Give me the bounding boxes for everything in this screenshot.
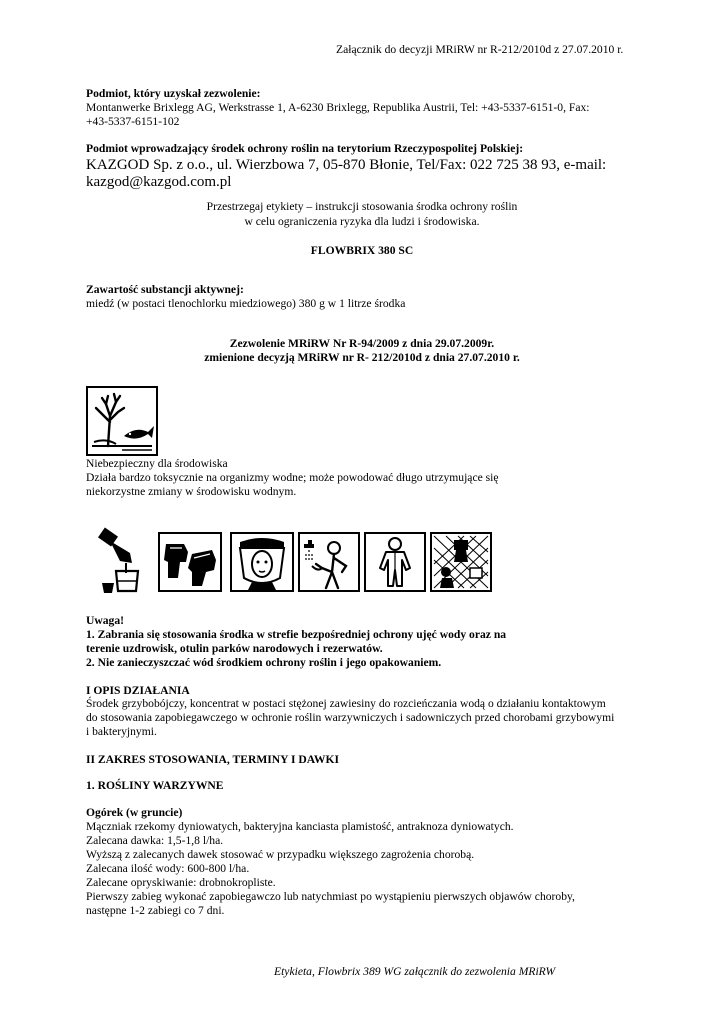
crop-line3: Wyższą z zalecanych dawek stosować w przypadku większego zagrożenia chorobą.: [86, 848, 475, 861]
holder-heading: Podmiot, który uzyskał zezwolenie:: [86, 87, 261, 100]
permit-line1: Zezwolenie MRiRW Nr R-94/2009 z dnia 29.07.2009r.: [229, 337, 495, 350]
face-shield-icon: [230, 532, 294, 592]
holder-fax: +43-5337-6151-102: [86, 115, 180, 128]
hazard-text-line2: niekorzystne zmiany w środowisku wodnym.: [86, 485, 297, 498]
active-substance-text: miedź (w postaci tlenochlorku miedziowego) 380 g w 1 litrze środka: [86, 297, 406, 310]
section2-subheading: 1. ROŚLINY WARZYWNE: [86, 779, 224, 792]
product-name: FLOWBRIX 380 SC: [310, 244, 414, 257]
pour-measure-icon: [96, 527, 150, 593]
label-warning-line1: Przestrzegaj etykiety – instrukcji stosowania środka ochrony roślin: [206, 200, 518, 213]
section1-heading: I OPIS DZIAŁANIA: [86, 684, 190, 697]
caution-line3: 2. Nie zanieczyszczać wód środkiem ochrony roślin i jego opakowaniem.: [86, 656, 442, 669]
hazard-label: Niebezpieczny dla środowiska: [86, 457, 228, 470]
importer-heading: Podmiot wprowadzający środek ochrony roślin na terytorium Rzeczypospolitej Polskiej:: [86, 142, 524, 155]
crop-line4: Zalecana ilość wody: 600-800 l/ha.: [86, 862, 250, 875]
crop-line5: Zalecane opryskiwanie: drobnokropliste.: [86, 876, 276, 889]
importer-address: KAZGOD Sp. z o.o., ul. Wierzbowa 7, 05-870 Błonie, Tel/Fax: 022 725 38 93, e-mail:: [86, 157, 607, 173]
section1-line3: i bakteryjnymi.: [86, 725, 157, 738]
crop-name: Ogórek (w gruncie): [86, 806, 183, 819]
gloves-icon: [158, 532, 222, 592]
keep-from-children-icon: [430, 532, 492, 592]
caution-line1: 1. Zabrania się stosowania środka w strefie bezpośredniej ochrony ujęć wody oraz na: [86, 628, 507, 641]
annex-reference: Załącznik do decyzji MRiRW nr R-212/2010d z 27.07.2010 r.: [336, 43, 624, 56]
active-substance-heading: Zawartość substancji aktywnej:: [86, 283, 244, 296]
label-warning-line2: w celu ograniczenia ryzyka dla ludzi i środowiska.: [244, 215, 480, 228]
treatment-line1: Pierwszy zabieg wykonać zapobiegawczo lub natychmiast po wystąpieniu pierwszych objawów choroby,: [86, 890, 575, 903]
section1-line1: Środek grzybobójczy, koncentrat w postaci stężonej zawiesiny do rozcieńczania wodą o działaniu kontaktowym: [86, 697, 606, 710]
treatment-line2: następne 1-2 zabiegi co 7 dni.: [86, 904, 225, 917]
dead-tree-fish-environment-icon: [86, 386, 158, 456]
section2-heading: II ZAKRES STOSOWANIA, TERMINY I DAWKI: [86, 753, 339, 766]
importer-email: kazgod@kazgod.com.pl: [86, 174, 232, 190]
footer-text: Etykieta, Flowbrix 389 WG załącznik do zezwolenia MRiRW: [274, 965, 556, 978]
section1-line2: do stosowania zapobiegawczego w ochronie roślin warzywniczych i sadowniczych przed chorobami grzybowymi: [86, 711, 615, 724]
caution-heading: Uwaga!: [86, 614, 124, 627]
holder-address: Montanwerke Brixlegg AG, Werkstrasse 1, A-6230 Brixlegg, Republika Austrii, Tel: +43-5337-6151-0, Fax:: [86, 101, 590, 114]
hazard-text-line1: Działa bardzo toksycznie na organizmy wodne; może powodować długo utrzymujące się: [86, 471, 499, 484]
caution-line2: terenie uzdrowisk, otulin parków narodowych i rezerwatów.: [86, 642, 383, 655]
crop-line1: Mączniak rzekomy dyniowatych, bakteryjna kanciasta plamistość, antraknoza dyniowatych.: [86, 820, 514, 833]
protective-suit-icon: [364, 532, 426, 592]
permit-line2: zmienione decyzją MRiRW nr R- 212/2010d z dnia 27.07.2010 r.: [204, 351, 520, 364]
wash-hands-icon: [298, 532, 360, 592]
crop-line2: Zalecana dawka: 1,5-1,8 l/ha.: [86, 834, 224, 847]
